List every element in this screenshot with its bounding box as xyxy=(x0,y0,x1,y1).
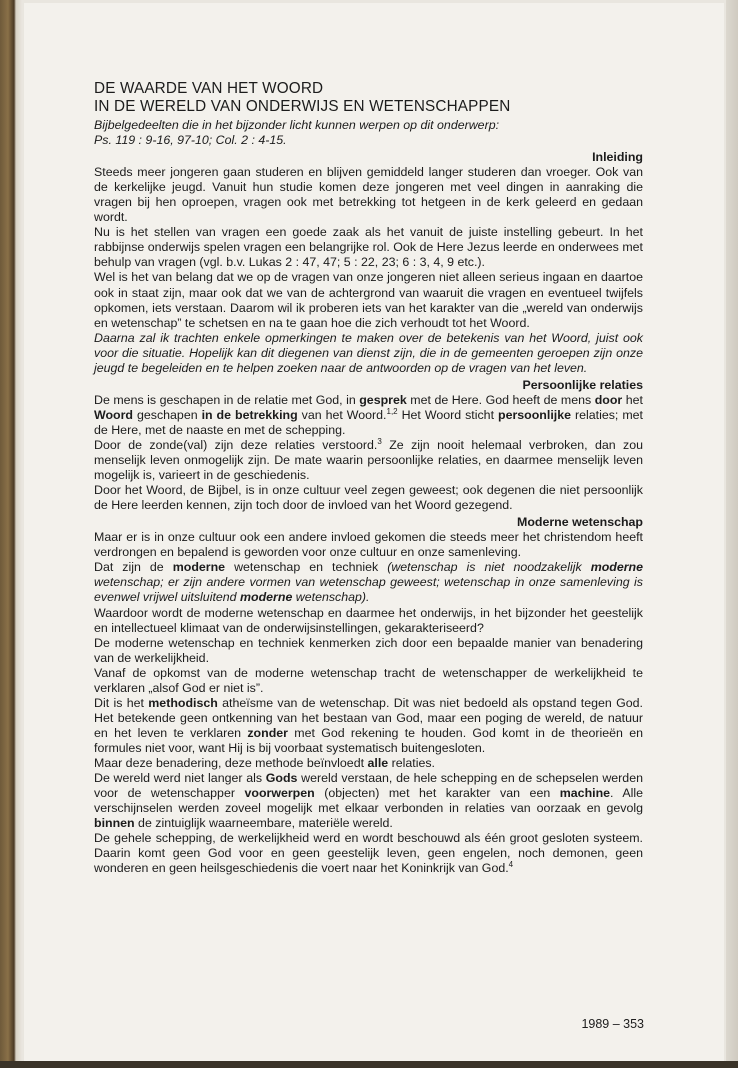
paragraph: Waardoor wordt de moderne wetenschap en daarmee het onderwijs, in het bijzonder het geestelijk en intellectueel klimaat van de onderwijsinstellingen, gekarakteriseerd? xyxy=(94,605,643,635)
subtitle-line-2: Ps. 119 : 9-16, 97-10; Col. 2 : 4-15. xyxy=(94,133,287,148)
paragraph: Nu is het stellen van vragen een goede zaak als het vanuit de juiste instelling gebeurt. In het rabbijnse onderwijs spelen vragen een belangrijke rol. Ook de Here Jezus leerde en onderwees met behulp van vragen (vgl. b.v. Lukas 2 : 47, 47; 5 : 22, 23; 6 : 3, 4, 9 etc.). xyxy=(94,225,643,270)
paragraph: Steeds meer jongeren gaan studeren en blijven gemiddeld langer studeren dan vroeger. Ook van de kerkelijke jeugd. Vanuit hun studie komen deze jongeren met veel dingen in aanraking die vragen bij hen oproepen, vragen ook met betrekking tot hetgeen in de kerk geleerd en gedaan wordt. xyxy=(94,165,643,225)
paragraph: Vanaf de opkomst van de moderne wetenschap tracht de wetenschapper de werkelijkheid te verklaren „alsof God er niet is”. xyxy=(94,665,643,695)
heading-inleiding: Inleiding xyxy=(592,150,643,165)
paragraph: Maar er is in onze cultuur ook een andere invloed gekomen die steeds meer het christendom heeft verdrongen en bepalend is geworden voor onze cultuur en onze samenleving. xyxy=(94,530,643,560)
paragraph: Door het Woord, de Bijbel, is in onze cultuur veel zegen geweest; ook degenen die niet persoonlijk de Here leerden kennen, zijn toch door de invloed van het Woord gezegend. xyxy=(94,483,643,513)
right-edge-shadow xyxy=(726,0,738,1068)
footnote-ref: 3 xyxy=(377,436,382,446)
paragraph: De moderne wetenschap en techniek kenmerken zich door een bepaalde manier van benadering van de werkelijkheid. xyxy=(94,635,643,665)
paragraph-italic: Daarna zal ik trachten enkele opmerkingen te maken over de betekenis van het Woord, juist ook voor die situatie. Hopelijk kan dit diegenen van dienst zijn, die in de gemeenten geroepen zijn onze jeugd te begeleiden en te helpen zoeken naar de antwoorden op de vragen van het leven. xyxy=(94,330,643,375)
heading-moderne-wetenschap: Moderne wetenschap xyxy=(517,515,643,530)
paragraph: De mens is geschapen in de relatie met God, in gesprek met de Here. God heeft de mens door het Woord geschapen in de betrekking van het Woord.$^{1,2}$ Het Woord sticht persoonlijke relaties; met de Here, met de naaste en met de schepping. xyxy=(94,392,643,437)
bottom-edge-shadow xyxy=(0,1061,738,1068)
paragraph: Maar deze benadering, deze methode beïnvloedt alle relaties. xyxy=(94,755,435,770)
article-title xyxy=(94,80,643,116)
page-number: 1989 – 353 xyxy=(581,1017,644,1031)
subtitle-line-1: Bijbelgedeelten die in het bijzonder licht kunnen werpen op dit onderwerp: xyxy=(94,118,500,132)
paragraph: Dat zijn de moderne wetenschap en techniek (wetenschap is niet noodzakelijk moderne wetenschap; er zijn andere vormen van wetenschap geweest; wetenschap in onze samenleving is evenwel vrijwel uitsluitend moderne wetenschap). xyxy=(94,560,644,605)
paragraph: De gehele schepping, de werkelijkheid werd en wordt beschouwd als één groot gesloten systeem. Daarin komt geen God voor en geen geestelijk leven, geen engelen, noch demonen, geen wonderen en geen heilsgeschiedenis die voert naar het Koninkrijk van God.$^4$ xyxy=(94,831,643,876)
paragraph: Dit is het methodisch atheïsme van de wetenschap. Dit was niet bedoeld als opstand tegen God. Het betekende geen ontkenning van het bestaan van God, maar een poging de wereld, de natuur en het leven te verklaren zonder met God rekening te houden. God komt in de theorieën en formules niet voor, want Hij is bij voorbaat systematisch buitengesloten. xyxy=(94,695,643,755)
title-line-2: IN DE WERELD VAN ONDERWIJS EN WETENSCHAPPEN xyxy=(94,98,511,115)
footnote-ref: 1,2 xyxy=(386,406,398,416)
title-line-1: DE WAARDE VAN HET WOORD xyxy=(94,80,324,97)
scripture-references xyxy=(94,118,643,148)
paragraph: Wel is het van belang dat we op de vragen van onze jongeren niet alleen serieus ingaan en daartoe ook in staat zijn, maar ook dat we van de achtergrond van waaruit die vragen en eventueel twijfels opkomen, iets verstaan. Daarom wil ik proberen iets van het karakter van die „wereld van onderwijs en wetenschap” te schetsen en na te gaan hoe die zich verhoudt tot het Woord. xyxy=(94,270,643,330)
paragraph: Door de zonde(val) zijn deze relaties verstoord.$^3$ Ze zijn nooit helemaal verbroken, dan zou menselijk leven onmogelijk zijn. De mate waarin persoonlijke relaties, en daarmee menselijk leven mogelijk is, varieert in de geschiedenis. xyxy=(94,436,643,483)
article xyxy=(94,80,643,876)
paragraph: De wereld werd niet langer als Gods wereld verstaan, de hele schepping en de schepselen werden voor de wetenschapper voorwerpen (objecten) met het karakter van een machine. Alle verschijnselen werden zoveel mogelijk met elkaar verbonden in relaties van oorzaak en gevolg binnen de zintuiglijk waarneembare, materiële wereld. xyxy=(94,771,643,831)
footnote-ref: 4 xyxy=(508,860,514,870)
heading-persoonlijke-relaties: Persoonlijke relaties xyxy=(522,377,643,392)
